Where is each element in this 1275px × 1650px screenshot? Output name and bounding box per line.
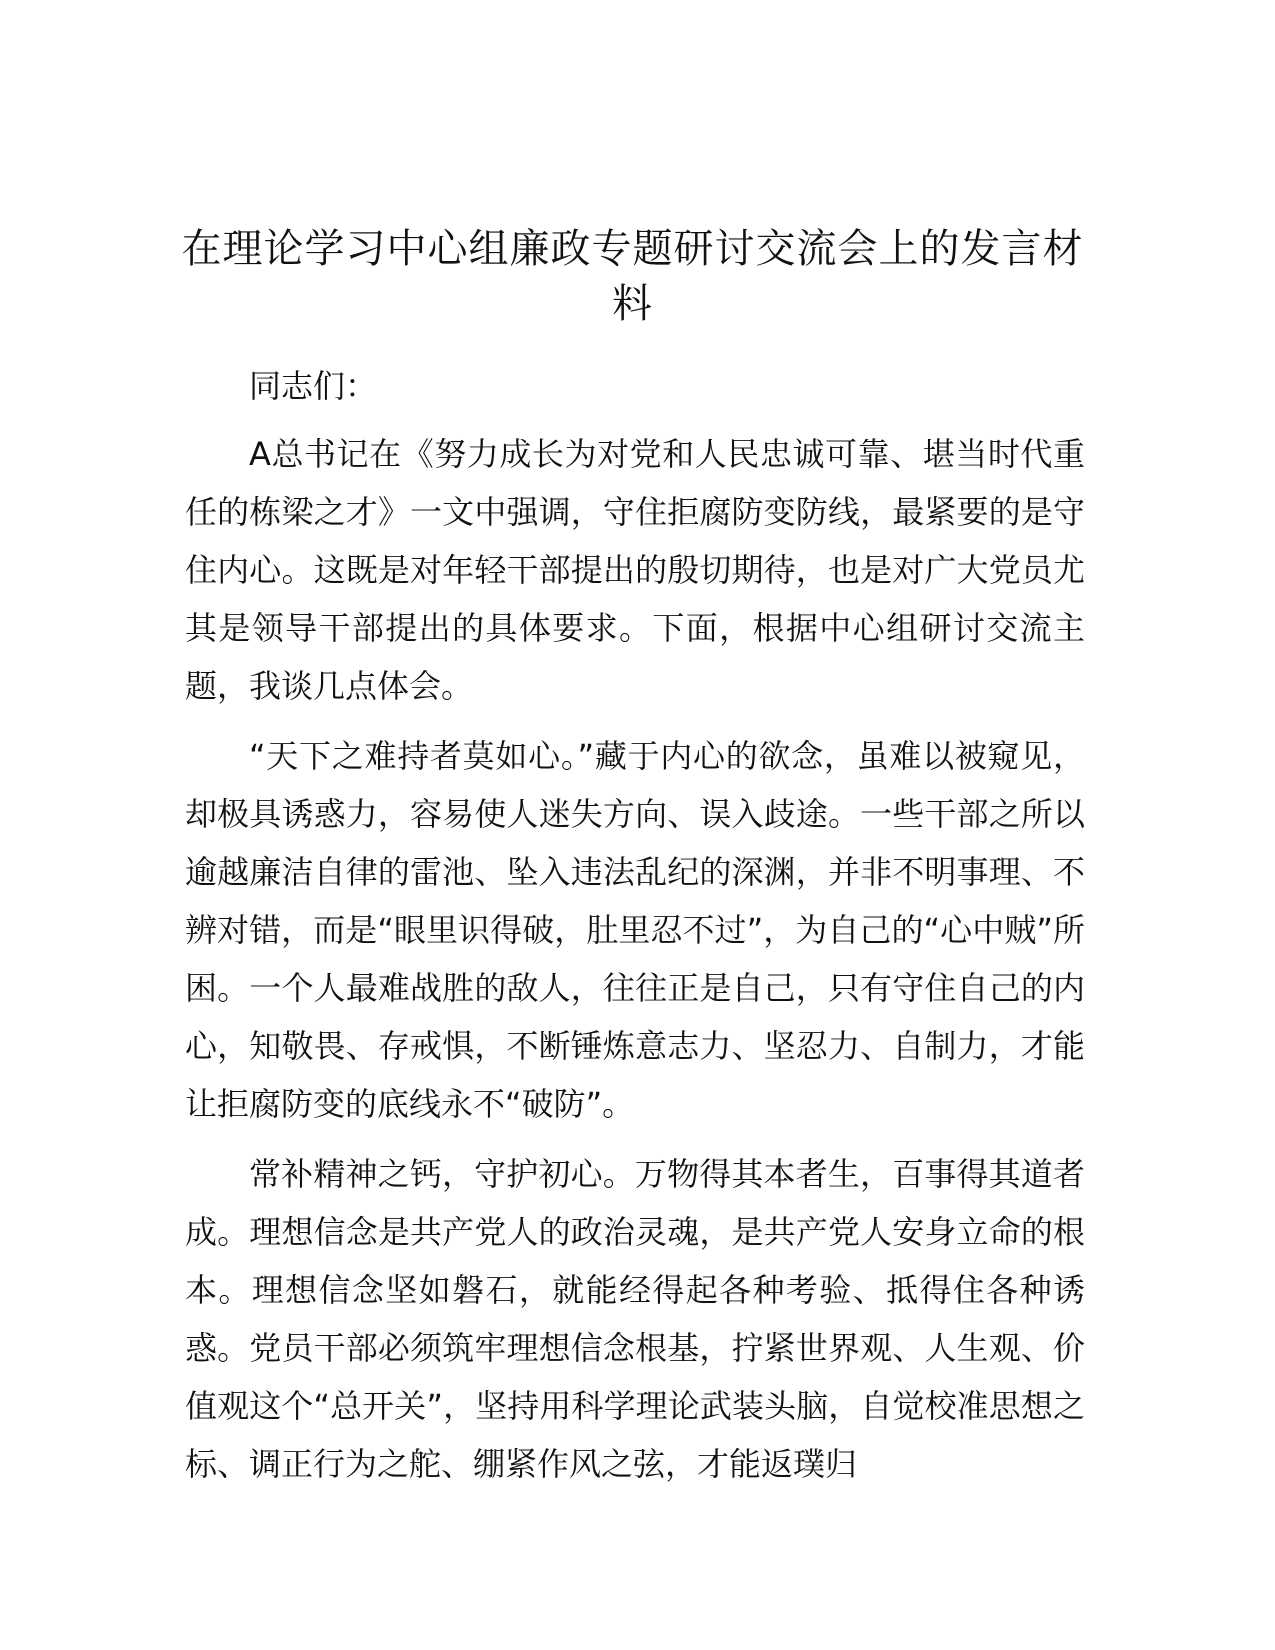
paragraph-3: 常补精神之钙，守护初心。万物得其本者生，百事得其道者成。理想信念是共产党人的政治灵魂，是共产党人安身立命的根本。理想信念坚如磐石，就能经得起各种考验、抵得住各种诱惑。党员干部必须筑牢理想信念根基，拧紧世界观、人生观、价值观这个“总开关”，坚持用科学理论武装头脑，自觉校准思想之标、调正行为之舵、绷紧作风之弦，才能返璞归 [185, 1155, 1085, 1483]
paragraph-2: “天下之难持者莫如心。”藏于内心的欲念，虽难以被窥见，却极具诱惑力，容易使人迷失方向、误入歧途。一些干部之所以逾越廉洁自律的雷池、坠入违法乱纪的深渊，并非不明事理、不辨对错，而是“眼里识得破，肚里忍不过”，为自己的“心中贼”所困。一个人最难战胜的敌人，往往正是自己，只有守住自己的内心，知敬畏、存戒惧，不断锤炼意志力、坚忍力、自制力，才能让拒腐防变的底线永不“破防”。 [185, 737, 1085, 1123]
paragraph-1: A总书记在《努力成长为对党和人民忠诚可靠、堪当时代重任的栋梁之才》一文中强调，守住拒腐防变防线，最紧要的是守住内心。这既是对年轻干部提出的殷切期待，也是对广大党员尤其是领导干部提出的具体要求。下面，根据中心组研讨交流主题，我谈几点体会。 [185, 435, 1085, 705]
document-body [185, 357, 1085, 1505]
document-title: 在理论学习中心组廉政专题研讨交流会上的发言材料 [181, 226, 1084, 327]
salutation: 同志们： [249, 367, 378, 405]
